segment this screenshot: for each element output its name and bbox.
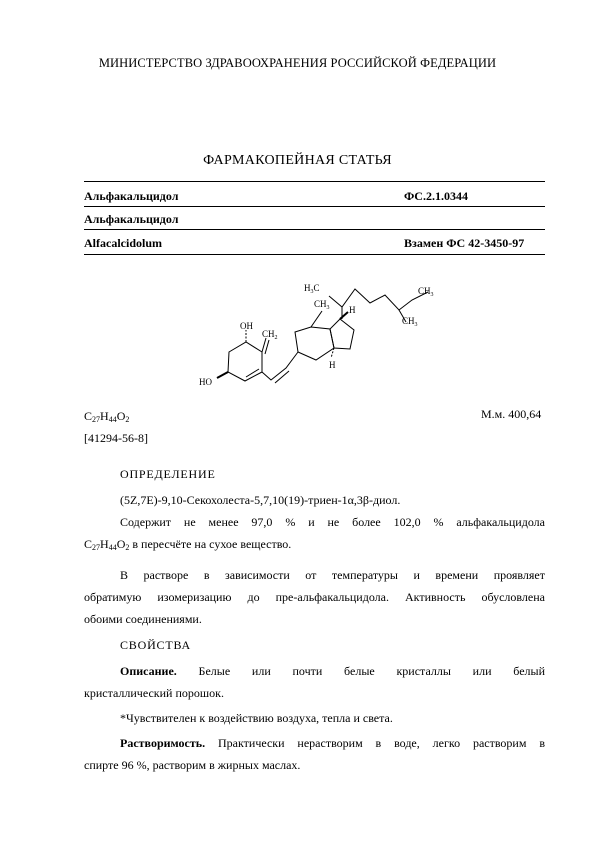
identity-row-2 [84,212,545,227]
description-line-1: Описание. Белые или почти белые кристаллы или белый [120,664,545,678]
label-ch3-side: $CH_3$ [402,316,418,328]
label-ch3-ring: $CH_3$ [314,299,330,311]
ministry-header: МИНИСТЕРСТВО ЗДРАВООХРАНЕНИЯ РОССИЙСКОЙ ФЕДЕРАЦИИ [98,56,497,70]
structural-formula [190,270,450,400]
name-russian: Альфакальцидол [84,189,179,203]
content-line-1: Содержит не менее 97,0 % и не более 102,0 % альфакальцидола [120,515,545,529]
divider-1 [84,206,545,207]
solubility-line-1: Растворимость. Практически нерастворим в воде, легко растворим в [120,736,545,750]
sensitivity-note: *Чувствителен к воздействию воздуха, тепла и света. [120,711,393,725]
molecular-formula: $C_{27}H_{44}O_2$ [84,409,130,424]
label-h-lower: H [329,360,336,370]
content-line-2: $C_{27}H_{44}O_2$ в пересчёте на сухое вещество. [84,537,292,552]
molecular-mass: М.м. 400,64 [481,407,542,421]
definition-body [84,489,545,630]
name-latin: Alfacalcidolum [84,236,162,250]
description-label: Описание. [120,664,177,678]
description-line-2: кристаллический порошок. [84,686,224,700]
label-ch2: $CH_2$ [262,329,278,341]
name-russian-2: Альфакальцидол [84,212,179,226]
document-title: ФАРМАКОПЕЙНАЯ СТАТЬЯ [203,153,392,168]
chemical-name: (5Z,7E)-9,10-Секохолеста-5,7,10(19)-триен-1α,3β-диол. [120,493,401,507]
isomer-line-3: обоими соединениями. [84,612,202,626]
isomer-line-1: В растворе в зависимости от температуры и времени проявляет [120,568,545,582]
label-ch3-top: $CH_3$ [418,286,434,298]
formula-labels [199,283,434,387]
properties-body [84,660,545,776]
divider-bottom [84,254,545,255]
solubility-label: Растворимость. [120,736,206,750]
label-oh: OH [240,321,253,331]
identity-row-1 [84,189,545,204]
fs-code: ФС.2.1.0344 [404,189,468,203]
properties-heading: СВОЙСТВА [120,638,191,652]
replaces-note: Взамен ФС 42-3450-97 [404,236,525,250]
isomer-line-2: обратимую изомеризацию до пре-альфакальцидола. Активность обусловлена [84,590,545,604]
definition-heading: ОПРЕДЕЛЕНИЕ [120,467,216,481]
label-h-upper: H [349,305,356,315]
solubility-line-2: спирте 96 %, растворим в жирных маслах. [84,758,301,772]
label-ho: HO [199,377,212,387]
divider-2 [84,229,545,230]
label-h3c: $H_3C$ [304,283,320,295]
molecular-formula-block [84,407,148,447]
divider-top [84,181,545,182]
identity-row-3 [84,236,545,251]
cas-number: [41294-56-8] [84,431,148,445]
